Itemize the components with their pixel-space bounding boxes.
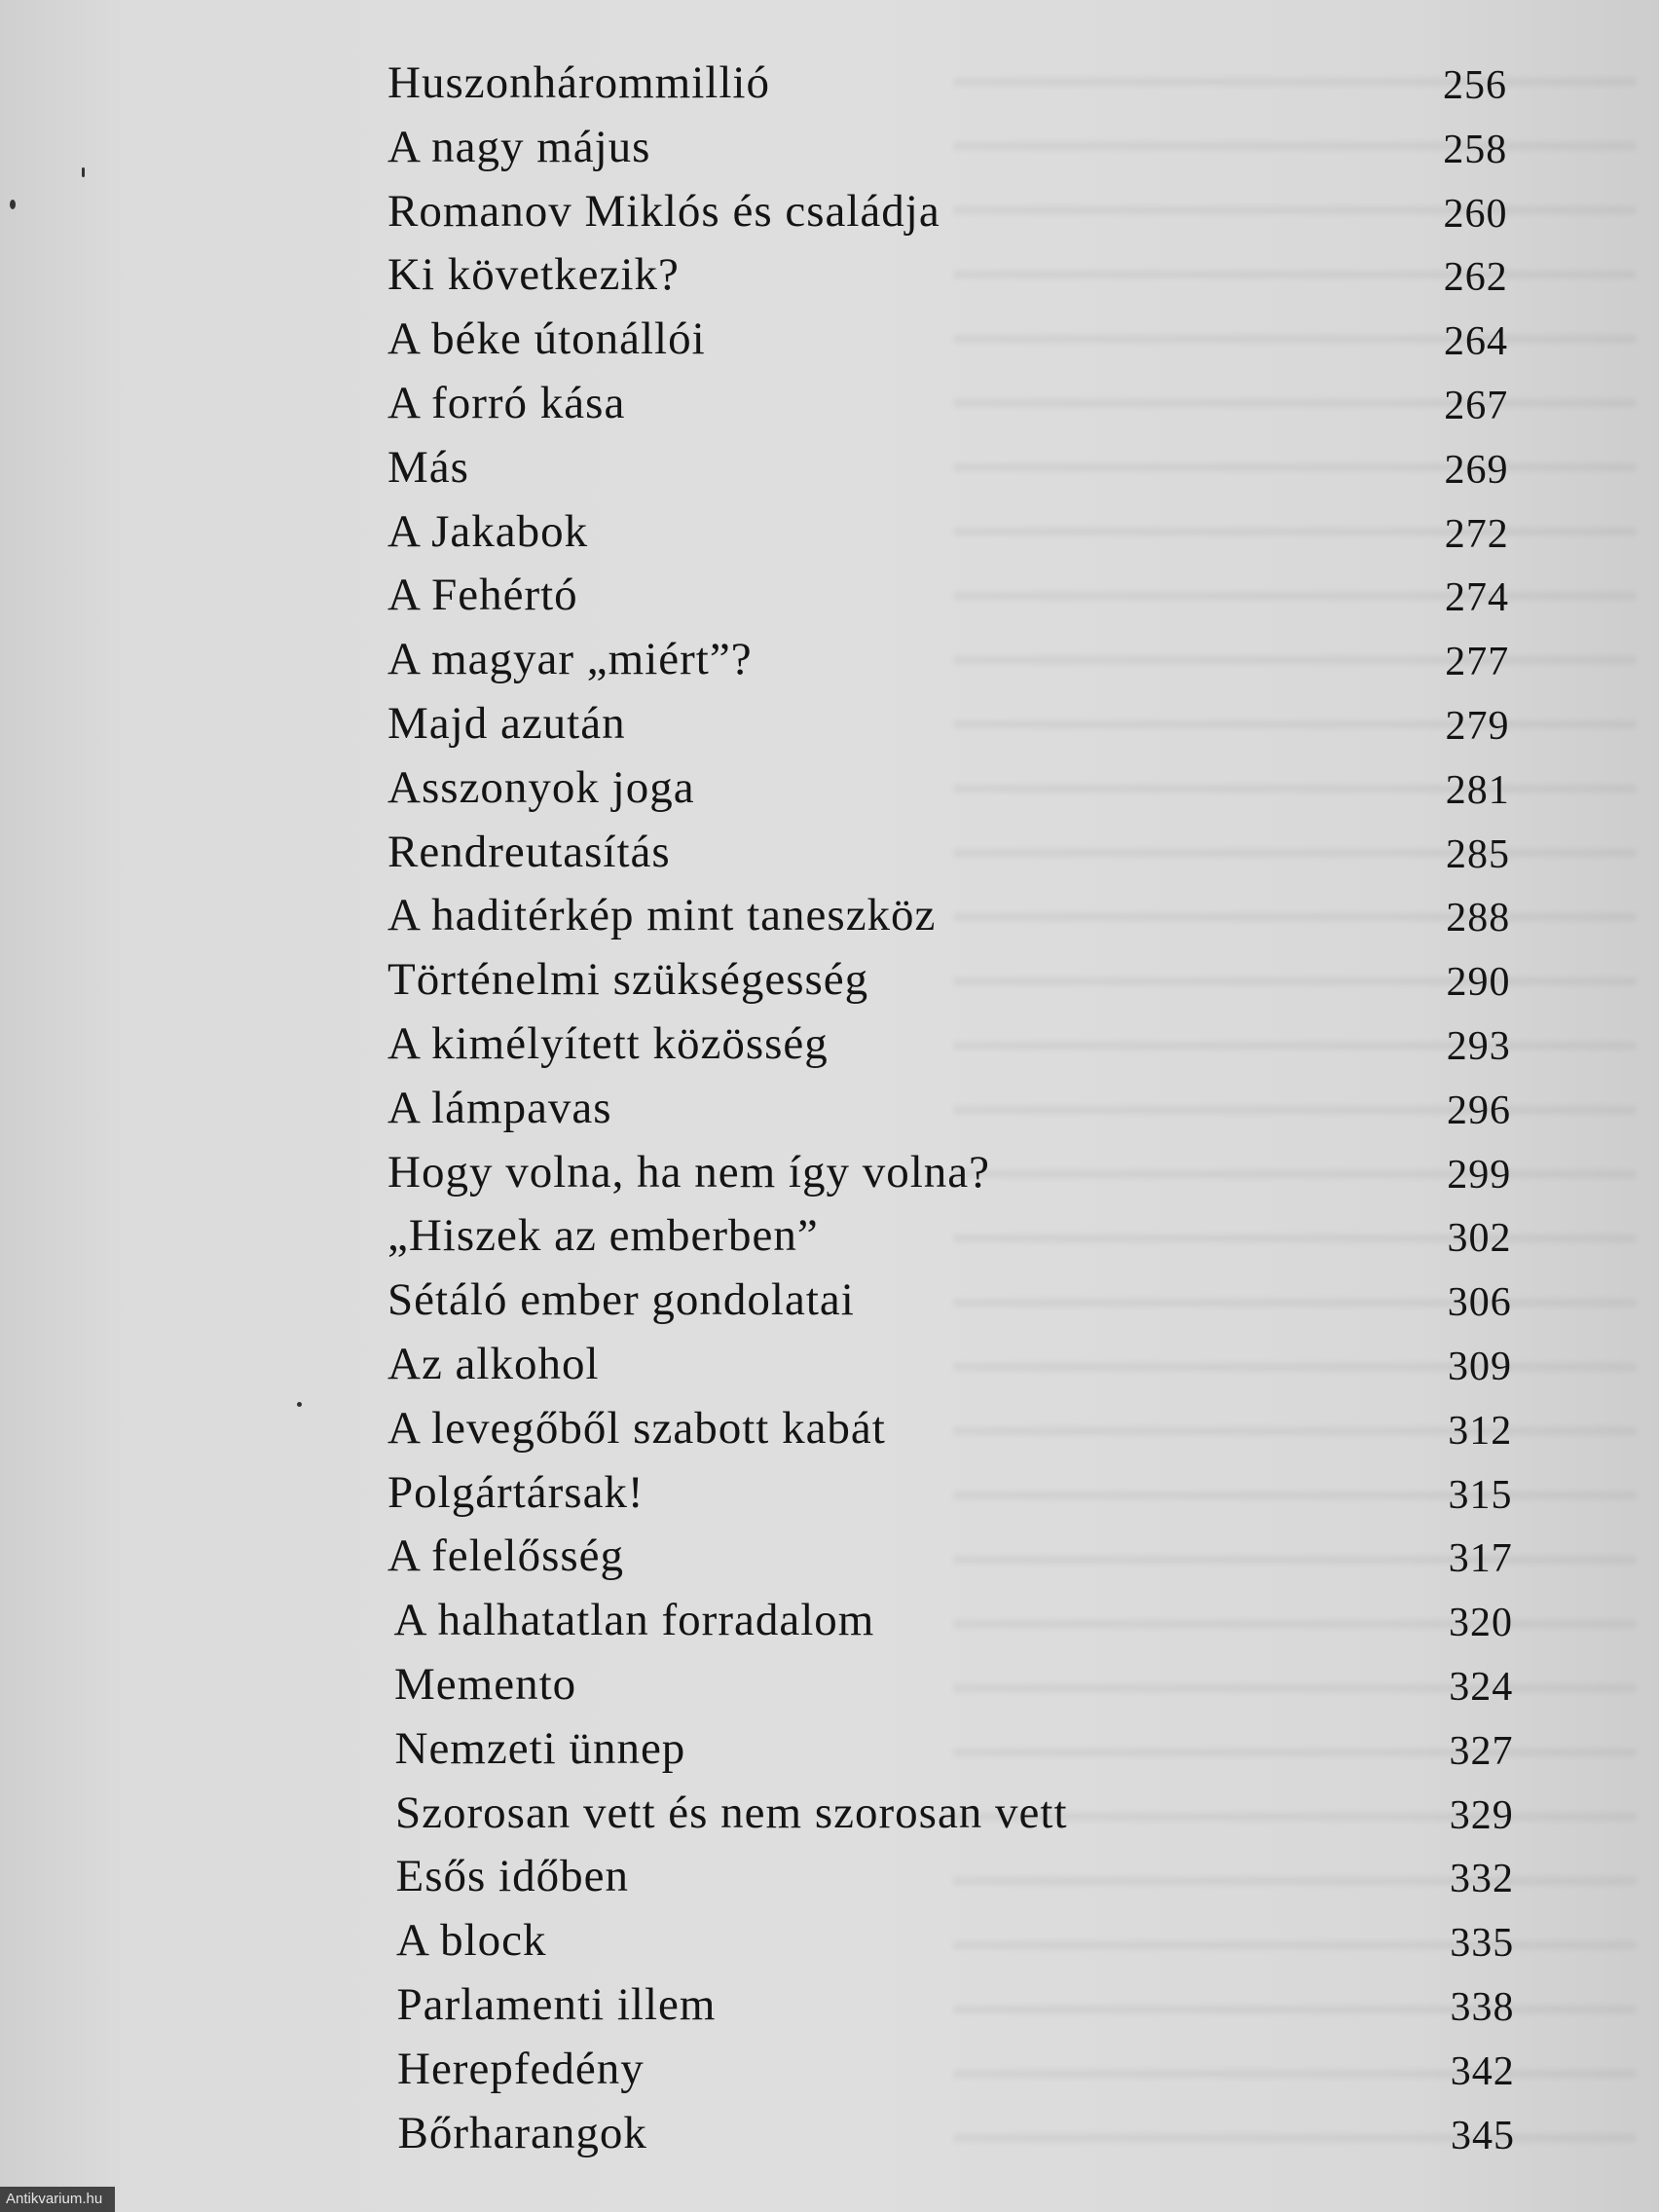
toc-entry-page-number: 285: [1446, 831, 1510, 877]
toc-entry: [387, 498, 1527, 562]
toc-entry-page-number: 269: [1444, 447, 1509, 493]
toc-entry-page-number: 260: [1443, 191, 1508, 237]
toc-entry: [387, 1394, 1527, 1458]
toc-entry: [387, 1586, 1527, 1650]
toc-entry-page-number: 315: [1448, 1472, 1513, 1518]
toc-entry-page-number: 274: [1445, 575, 1509, 621]
toc-entry-page-number: 324: [1449, 1664, 1514, 1710]
toc-entry: [387, 1522, 1527, 1586]
toc-entry-title: A lámpavas: [387, 1082, 612, 1133]
toc-entry-title: A Fehértó: [387, 570, 578, 621]
toc-entry-title: Nemzeti ünnep: [394, 1722, 686, 1774]
toc-entry-title: Bőrharangok: [397, 2107, 647, 2158]
toc-entry-title: A nagy május: [387, 121, 651, 172]
toc-entry-title: A forró kása: [387, 377, 626, 428]
toc-entry: [387, 1971, 1527, 2035]
toc-entry-page-number: 299: [1447, 1152, 1512, 1198]
toc-entry-page-number: 277: [1445, 640, 1510, 685]
toc-entry: [387, 881, 1527, 945]
toc-entry: [387, 1779, 1527, 1843]
dust-speck: [297, 1402, 302, 1407]
toc-entry-page-number: 338: [1450, 1984, 1515, 2030]
toc-entry: [387, 1842, 1527, 1906]
toc-entry-title: Esős időben: [395, 1851, 629, 1902]
toc-entry-page-number: 327: [1449, 1728, 1514, 1774]
toc-entry: [387, 240, 1527, 305]
toc-entry-title: Sétáló ember gondolatai: [387, 1274, 855, 1326]
toc-entry-page-number: 262: [1443, 255, 1508, 301]
toc-entry: [387, 2099, 1527, 2163]
toc-entry-page-number: 264: [1444, 319, 1508, 365]
toc-entry-title: A Jakabok: [387, 505, 589, 557]
toc-entry: [387, 1650, 1527, 1714]
toc-entry-page-number: 309: [1448, 1344, 1512, 1389]
toc-entry: [387, 113, 1527, 177]
toc-entry: [387, 1906, 1527, 1971]
toc-entry-title: A haditérkép mint taneszköz: [387, 890, 937, 941]
toc-entry-page-number: 288: [1446, 896, 1511, 941]
toc-entry-title: Szorosan vett és nem szorosan vett: [395, 1787, 1068, 1838]
toc-entry-page-number: 272: [1444, 511, 1509, 557]
toc-entry-title: Romanov Miklós és családja: [387, 185, 940, 237]
toc-entry-title: Huszonhárommillió: [387, 57, 770, 108]
toc-entry: [387, 754, 1527, 818]
toc-entry: [387, 2035, 1527, 2099]
table-of-contents: [387, 49, 1527, 2162]
toc-entry-page-number: 320: [1449, 1601, 1513, 1646]
toc-entry-title: „Hiszek az emberben”: [387, 1210, 819, 1262]
toc-entry-title: Más: [387, 441, 469, 493]
toc-entry: [387, 1266, 1527, 1330]
toc-entry-title: A béke útonállói: [387, 313, 706, 365]
toc-entry-page-number: 279: [1445, 703, 1510, 749]
toc-entry-page-number: 306: [1447, 1280, 1512, 1326]
toc-entry-title: Herepfedény: [397, 2043, 645, 2094]
watermark: Antikvarium.hu: [0, 2187, 115, 2212]
toc-entry-page-number: 293: [1446, 1023, 1511, 1069]
toc-entry-title: Rendreutasítás: [387, 826, 671, 877]
toc-entry-title: A magyar „miért”?: [387, 634, 753, 685]
toc-entry-page-number: 332: [1450, 1857, 1514, 1902]
toc-entry: [387, 1330, 1527, 1394]
toc-entry: [387, 433, 1527, 498]
toc-entry: [387, 1458, 1527, 1523]
toc-entry: [387, 1010, 1527, 1074]
toc-entry: [387, 177, 1527, 241]
toc-entry-page-number: 335: [1450, 1921, 1515, 1967]
toc-entry-title: Asszonyok joga: [387, 761, 695, 813]
dust-speck: [10, 200, 16, 209]
toc-entry-page-number: 296: [1447, 1088, 1511, 1133]
toc-entry: [387, 945, 1527, 1010]
toc-entry: [387, 369, 1527, 433]
toc-entry-title: A halhatatlan forradalom: [393, 1595, 875, 1646]
toc-entry-page-number: 342: [1450, 2048, 1515, 2094]
toc-entry-page-number: 256: [1443, 63, 1507, 108]
toc-entry-title: Ki következik?: [387, 249, 680, 301]
toc-entry-title: Az alkohol: [387, 1338, 600, 1389]
toc-entry-title: Hogy volna, ha nem így volna?: [387, 1146, 990, 1198]
toc-entry-page-number: 329: [1449, 1792, 1514, 1838]
toc-entry-page-number: 302: [1447, 1216, 1512, 1262]
toc-entry-title: A felelősség: [387, 1530, 625, 1582]
toc-entry-title: Majd azután: [387, 697, 626, 749]
toc-entry-title: Parlamenti illem: [396, 1978, 717, 2030]
toc-entry-page-number: 345: [1451, 2113, 1515, 2158]
toc-entry-title: Polgártársak!: [387, 1466, 645, 1518]
toc-entry-title: Memento: [394, 1658, 577, 1710]
toc-entry: [387, 1138, 1527, 1202]
toc-entry-page-number: 317: [1448, 1536, 1513, 1582]
toc-entry: [387, 1201, 1527, 1266]
toc-entry-title: Történelmi szükségesség: [387, 954, 869, 1006]
toc-entry-page-number: 258: [1443, 127, 1508, 172]
toc-entry: [387, 1714, 1527, 1779]
toc-entry-title: A levegőből szabott kabát: [387, 1402, 886, 1454]
toc-entry: [387, 818, 1527, 882]
toc-entry: [387, 689, 1527, 754]
toc-entry-page-number: 267: [1444, 383, 1509, 428]
toc-entry-page-number: 312: [1448, 1408, 1513, 1454]
toc-entry-title: A kimélyített közösség: [387, 1017, 829, 1069]
toc-entry: [387, 561, 1527, 625]
dust-speck: [82, 167, 85, 177]
toc-entry: [387, 625, 1527, 689]
toc-entry: [387, 49, 1527, 113]
toc-entry-page-number: 281: [1445, 767, 1510, 813]
toc-entry-page-number: 290: [1446, 960, 1511, 1006]
toc-entry-title: A block: [396, 1915, 547, 1967]
toc-entry: [387, 1074, 1527, 1138]
toc-entry: [387, 305, 1527, 369]
